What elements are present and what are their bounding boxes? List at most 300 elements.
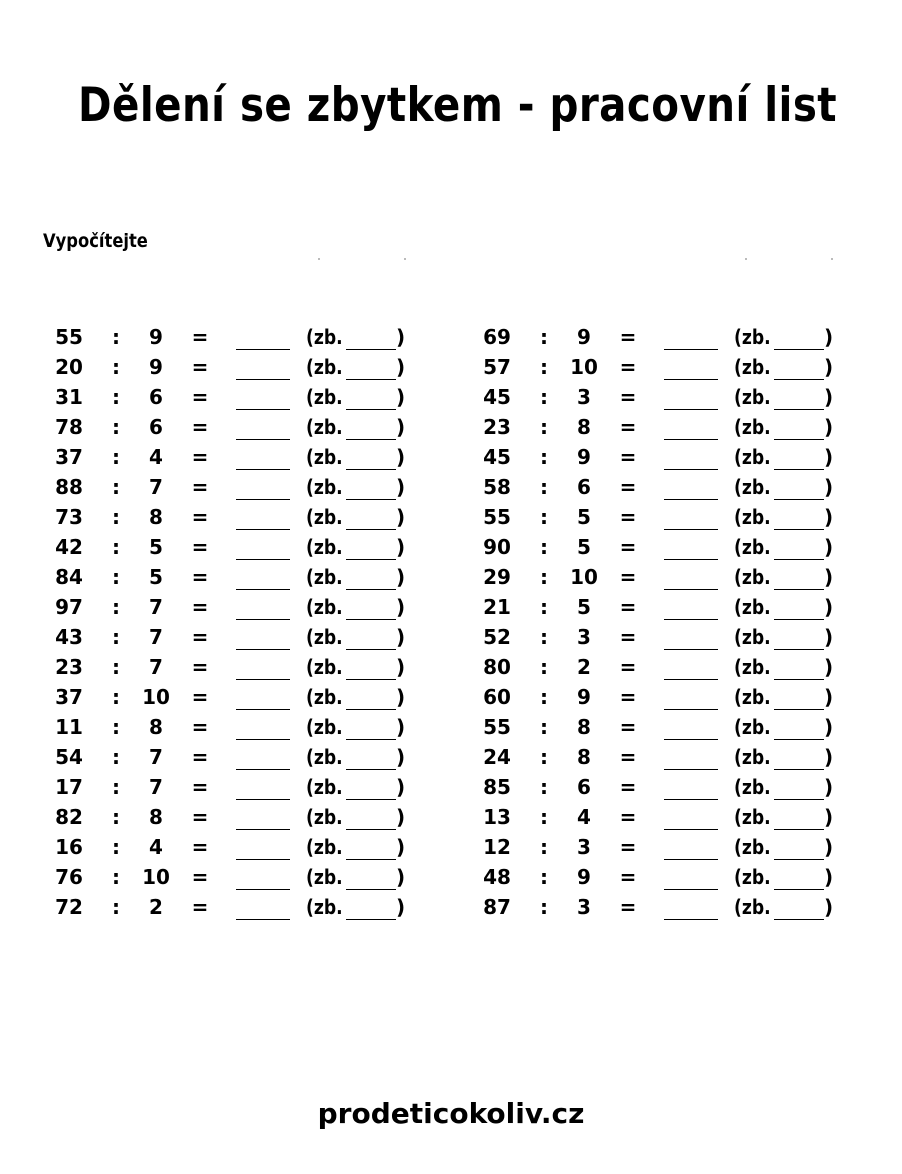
division-problem-row: [40, 682, 460, 712]
remainder-label: (zb.: [306, 445, 343, 469]
division-sign: :: [112, 355, 120, 379]
remainder-label: (zb.: [306, 415, 343, 439]
remainder-close-paren: ): [396, 745, 406, 769]
remainder-close-paren: ): [824, 325, 834, 349]
quotient-answer-blank[interactable]: [664, 799, 718, 800]
remainder-label: (zb.: [306, 385, 343, 409]
remainder-label: (zb.: [734, 685, 771, 709]
division-problem-row: [468, 712, 888, 742]
remainder-close-paren: ): [824, 445, 834, 469]
equals-sign: =: [619, 655, 637, 679]
remainder-close-paren: ): [396, 475, 406, 499]
remainder-label: (zb.: [306, 655, 343, 679]
remainder-label: (zb.: [734, 355, 771, 379]
divisor: 3: [577, 835, 591, 859]
dividend: 76: [55, 865, 83, 889]
remainder-close-paren: ): [396, 535, 406, 559]
page-title: Dělení se zbytkem - pracovní list: [78, 78, 838, 133]
dividend: 82: [55, 805, 83, 829]
remainder-label: (zb.: [306, 835, 343, 859]
divisor: 6: [149, 415, 163, 439]
division-sign: :: [540, 325, 548, 349]
quotient-answer-blank[interactable]: [236, 769, 290, 770]
remainder-label: (zb.: [306, 535, 343, 559]
division-problem-row: [468, 592, 888, 622]
division-sign: :: [112, 865, 120, 889]
remainder-close-paren: ): [824, 865, 834, 889]
remainder-label: (zb.: [306, 685, 343, 709]
remainder-answer-blank[interactable]: [774, 499, 824, 500]
equals-sign: =: [191, 745, 209, 769]
remainder-answer-blank[interactable]: [774, 859, 824, 860]
remainder-close-paren: ): [824, 415, 834, 439]
remainder-answer-blank[interactable]: [774, 709, 824, 710]
remainder-label: (zb.: [306, 355, 343, 379]
dividend: 69: [483, 325, 511, 349]
remainder-answer-blank[interactable]: [346, 649, 396, 650]
remainder-answer-blank[interactable]: [774, 649, 824, 650]
remainder-close-paren: ): [396, 445, 406, 469]
division-sign: :: [112, 385, 120, 409]
division-sign: :: [112, 715, 120, 739]
dividend: 23: [55, 655, 83, 679]
divisor: 7: [149, 625, 163, 649]
remainder-label: (zb.: [306, 475, 343, 499]
remainder-close-paren: ): [824, 715, 834, 739]
divisor: 5: [577, 505, 591, 529]
division-sign: :: [540, 595, 548, 619]
division-problem-row: [468, 832, 888, 862]
division-sign: :: [540, 685, 548, 709]
remainder-label: (zb.: [734, 715, 771, 739]
remainder-answer-blank[interactable]: [774, 739, 824, 740]
quotient-answer-blank[interactable]: [236, 499, 290, 500]
equals-sign: =: [619, 535, 637, 559]
dividend: 23: [483, 415, 511, 439]
quotient-answer-blank[interactable]: [664, 469, 718, 470]
dividend: 72: [55, 895, 83, 919]
division-problem-row: [468, 622, 888, 652]
remainder-answer-blank[interactable]: [346, 409, 396, 410]
divisor: 9: [149, 325, 163, 349]
equals-sign: =: [619, 685, 637, 709]
remainder-answer-blank[interactable]: [346, 709, 396, 710]
equals-sign: =: [191, 385, 209, 409]
remainder-answer-blank[interactable]: [774, 559, 824, 560]
division-sign: :: [540, 745, 548, 769]
remainder-close-paren: ): [396, 505, 406, 529]
remainder-answer-blank[interactable]: [774, 679, 824, 680]
division-problem-row: [468, 412, 888, 442]
equals-sign: =: [191, 445, 209, 469]
equals-sign: =: [619, 595, 637, 619]
dividend: 45: [483, 385, 511, 409]
remainder-close-paren: ): [396, 865, 406, 889]
division-problem-row: [40, 862, 460, 892]
dividend: 55: [55, 325, 83, 349]
remainder-answer-blank[interactable]: [774, 439, 824, 440]
remainder-close-paren: ): [824, 475, 834, 499]
quotient-answer-blank[interactable]: [236, 679, 290, 680]
remainder-answer-blank[interactable]: [346, 739, 396, 740]
remainder-answer-blank[interactable]: [346, 559, 396, 560]
remainder-label: (zb.: [734, 775, 771, 799]
dividend: 97: [55, 595, 83, 619]
remainder-answer-blank[interactable]: [774, 409, 824, 410]
dividend: 24: [483, 745, 511, 769]
equals-sign: =: [191, 595, 209, 619]
quotient-answer-blank[interactable]: [236, 409, 290, 410]
quotient-answer-blank[interactable]: [664, 499, 718, 500]
remainder-answer-blank[interactable]: [346, 619, 396, 620]
equals-sign: =: [191, 505, 209, 529]
equals-sign: =: [191, 355, 209, 379]
equals-sign: =: [191, 415, 209, 439]
quotient-answer-blank[interactable]: [236, 589, 290, 590]
instruction-label: Vypočítejte: [43, 230, 148, 252]
remainder-label: (zb.: [306, 565, 343, 589]
remainder-answer-blank[interactable]: [346, 799, 396, 800]
division-problem-row: [40, 412, 460, 442]
remainder-answer-blank[interactable]: [346, 499, 396, 500]
equals-sign: =: [191, 685, 209, 709]
quotient-answer-blank[interactable]: [664, 709, 718, 710]
quotient-answer-blank[interactable]: [236, 889, 290, 890]
divisor: 10: [570, 565, 598, 589]
equals-sign: =: [619, 805, 637, 829]
remainder-label: (zb.: [734, 595, 771, 619]
divisor: 5: [149, 565, 163, 589]
remainder-answer-blank[interactable]: [346, 679, 396, 680]
remainder-answer-blank[interactable]: [774, 889, 824, 890]
division-problem-row: [468, 352, 888, 382]
division-sign: :: [112, 415, 120, 439]
quotient-answer-blank[interactable]: [236, 379, 290, 380]
division-problem-row: [40, 442, 460, 472]
division-sign: :: [540, 775, 548, 799]
divisor: 8: [577, 715, 591, 739]
remainder-label: (zb.: [306, 595, 343, 619]
remainder-answer-blank[interactable]: [346, 769, 396, 770]
divisor: 9: [577, 325, 591, 349]
division-problem-row: [40, 322, 460, 352]
division-problem-row: [468, 442, 888, 472]
dividend: 60: [483, 685, 511, 709]
remainder-label: (zb.: [734, 805, 771, 829]
remainder-close-paren: ): [396, 895, 406, 919]
quotient-answer-blank[interactable]: [664, 529, 718, 530]
left-problem-column: [40, 322, 460, 922]
division-problem-row: [468, 682, 888, 712]
remainder-close-paren: ): [396, 565, 406, 589]
dividend: 52: [483, 625, 511, 649]
dividend: 88: [55, 475, 83, 499]
remainder-close-paren: ): [396, 805, 406, 829]
quotient-answer-blank[interactable]: [664, 379, 718, 380]
dividend: 29: [483, 565, 511, 589]
remainder-label: (zb.: [306, 505, 343, 529]
dividend: 90: [483, 535, 511, 559]
dividend: 37: [55, 445, 83, 469]
remainder-label: (zb.: [306, 865, 343, 889]
divisor: 10: [142, 685, 170, 709]
division-sign: :: [112, 895, 120, 919]
divisor: 3: [577, 895, 591, 919]
division-sign: :: [540, 475, 548, 499]
remainder-answer-blank[interactable]: [774, 529, 824, 530]
division-sign: :: [540, 655, 548, 679]
division-sign: :: [112, 325, 120, 349]
divisor: 4: [149, 835, 163, 859]
quotient-answer-blank[interactable]: [664, 739, 718, 740]
divisor: 10: [142, 865, 170, 889]
division-problem-row: [40, 592, 460, 622]
remainder-label: (zb.: [734, 325, 771, 349]
equals-sign: =: [191, 805, 209, 829]
remainder-label: (zb.: [734, 835, 771, 859]
remainder-close-paren: ): [824, 595, 834, 619]
division-sign: :: [112, 745, 120, 769]
divisor: 10: [570, 355, 598, 379]
dividend: 78: [55, 415, 83, 439]
quotient-answer-blank[interactable]: [236, 739, 290, 740]
remainder-answer-blank[interactable]: [774, 799, 824, 800]
divisor: 9: [577, 865, 591, 889]
remainder-answer-blank[interactable]: [346, 379, 396, 380]
remainder-close-paren: ): [824, 505, 834, 529]
remainder-answer-blank[interactable]: [774, 379, 824, 380]
quotient-answer-blank[interactable]: [236, 859, 290, 860]
remainder-answer-blank[interactable]: [774, 469, 824, 470]
equals-sign: =: [191, 835, 209, 859]
equals-sign: =: [619, 715, 637, 739]
division-sign: :: [112, 565, 120, 589]
remainder-close-paren: ): [396, 325, 406, 349]
remainder-label: (zb.: [734, 565, 771, 589]
remainder-close-paren: ): [824, 535, 834, 559]
division-sign: :: [540, 535, 548, 559]
divisor: 8: [149, 505, 163, 529]
remainder-close-paren: ): [824, 385, 834, 409]
remainder-label: (zb.: [306, 715, 343, 739]
division-problem-row: [468, 652, 888, 682]
remainder-close-paren: ): [396, 385, 406, 409]
division-problem-row: [40, 502, 460, 532]
remainder-label: (zb.: [306, 895, 343, 919]
remainder-label: (zb.: [734, 655, 771, 679]
right-problem-column: [468, 322, 888, 922]
dividend: 58: [483, 475, 511, 499]
remainder-label: (zb.: [734, 895, 771, 919]
remainder-close-paren: ): [824, 775, 834, 799]
division-sign: :: [112, 625, 120, 649]
remainder-close-paren: ): [824, 625, 834, 649]
remainder-answer-blank[interactable]: [346, 829, 396, 830]
dividend: 55: [483, 505, 511, 529]
divisor: 7: [149, 595, 163, 619]
equals-sign: =: [191, 775, 209, 799]
quotient-answer-blank[interactable]: [236, 799, 290, 800]
division-problem-row: [40, 352, 460, 382]
division-problem-row: [40, 562, 460, 592]
quotient-answer-blank[interactable]: [236, 919, 290, 920]
equals-sign: =: [619, 445, 637, 469]
quotient-answer-blank[interactable]: [236, 829, 290, 830]
dividend: 21: [483, 595, 511, 619]
equals-sign: =: [619, 385, 637, 409]
dividend: 11: [55, 715, 83, 739]
equals-sign: =: [619, 835, 637, 859]
divisor: 8: [149, 805, 163, 829]
remainder-close-paren: ): [396, 415, 406, 439]
divisor: 6: [577, 775, 591, 799]
divisor: 4: [149, 445, 163, 469]
dividend: 31: [55, 385, 83, 409]
divisor: 4: [577, 805, 591, 829]
division-problem-row: [40, 832, 460, 862]
division-problem-row: [40, 472, 460, 502]
division-sign: :: [112, 445, 120, 469]
quotient-answer-blank[interactable]: [236, 439, 290, 440]
remainder-label: (zb.: [734, 475, 771, 499]
division-problem-row: [40, 892, 460, 922]
divisor: 2: [149, 895, 163, 919]
quotient-answer-blank[interactable]: [664, 589, 718, 590]
dividend: 57: [483, 355, 511, 379]
division-sign: :: [112, 835, 120, 859]
remainder-label: (zb.: [734, 505, 771, 529]
division-sign: :: [112, 775, 120, 799]
equals-sign: =: [619, 475, 637, 499]
dividend: 12: [483, 835, 511, 859]
quotient-answer-blank[interactable]: [236, 559, 290, 560]
remainder-close-paren: ): [396, 685, 406, 709]
equals-sign: =: [619, 325, 637, 349]
remainder-answer-blank[interactable]: [346, 919, 396, 920]
quotient-answer-blank[interactable]: [664, 859, 718, 860]
remainder-close-paren: ): [396, 595, 406, 619]
divisor: 3: [577, 625, 591, 649]
remainder-label: (zb.: [306, 805, 343, 829]
remainder-label: (zb.: [734, 415, 771, 439]
quotient-answer-blank[interactable]: [664, 889, 718, 890]
quotient-answer-blank[interactable]: [236, 619, 290, 620]
equals-sign: =: [619, 355, 637, 379]
dividend: 45: [483, 445, 511, 469]
quotient-answer-blank[interactable]: [664, 919, 718, 920]
remainder-label: (zb.: [734, 385, 771, 409]
division-sign: :: [540, 805, 548, 829]
division-problem-row: [40, 712, 460, 742]
equals-sign: =: [619, 745, 637, 769]
divisor: 6: [149, 385, 163, 409]
quotient-answer-blank[interactable]: [664, 769, 718, 770]
remainder-answer-blank[interactable]: [346, 889, 396, 890]
quotient-answer-blank[interactable]: [236, 649, 290, 650]
remainder-answer-blank[interactable]: [774, 589, 824, 590]
remainder-label: (zb.: [306, 325, 343, 349]
division-problem-row: [468, 772, 888, 802]
quotient-answer-blank[interactable]: [236, 349, 290, 350]
quotient-answer-blank[interactable]: [664, 349, 718, 350]
division-problem-row: [468, 562, 888, 592]
divisor: 7: [149, 655, 163, 679]
dividend: 20: [55, 355, 83, 379]
division-sign: :: [112, 535, 120, 559]
dividend: 13: [483, 805, 511, 829]
quotient-answer-blank[interactable]: [664, 649, 718, 650]
remainder-close-paren: ): [824, 355, 834, 379]
dividend: 55: [483, 715, 511, 739]
dividend: 87: [483, 895, 511, 919]
remainder-answer-blank[interactable]: [346, 589, 396, 590]
division-sign: :: [112, 505, 120, 529]
remainder-answer-blank[interactable]: [774, 769, 824, 770]
remainder-answer-blank[interactable]: [346, 859, 396, 860]
remainder-close-paren: ): [824, 835, 834, 859]
dividend: 37: [55, 685, 83, 709]
divisor: 5: [577, 535, 591, 559]
remainder-close-paren: ): [396, 835, 406, 859]
dividend: 16: [55, 835, 83, 859]
quotient-answer-blank[interactable]: [664, 829, 718, 830]
equals-sign: =: [191, 655, 209, 679]
equals-sign: =: [619, 895, 637, 919]
remainder-close-paren: ): [396, 655, 406, 679]
remainder-answer-blank[interactable]: [774, 619, 824, 620]
quotient-answer-blank[interactable]: [664, 559, 718, 560]
division-sign: :: [540, 895, 548, 919]
remainder-label: (zb.: [734, 745, 771, 769]
remainder-answer-blank[interactable]: [346, 469, 396, 470]
division-sign: :: [540, 415, 548, 439]
quotient-answer-blank[interactable]: [664, 409, 718, 410]
quotient-answer-blank[interactable]: [236, 469, 290, 470]
quotient-answer-blank[interactable]: [236, 709, 290, 710]
quotient-answer-blank[interactable]: [664, 439, 718, 440]
remainder-close-paren: ): [824, 745, 834, 769]
remainder-answer-blank[interactable]: [774, 829, 824, 830]
remainder-answer-blank[interactable]: [774, 349, 824, 350]
dividend: 43: [55, 625, 83, 649]
division-problem-row: [40, 382, 460, 412]
division-sign: :: [540, 355, 548, 379]
dividend: 48: [483, 865, 511, 889]
equals-sign: =: [191, 715, 209, 739]
remainder-label: (zb.: [306, 775, 343, 799]
remainder-answer-blank[interactable]: [346, 349, 396, 350]
dividend: 73: [55, 505, 83, 529]
division-problem-row: [468, 802, 888, 832]
division-sign: :: [540, 385, 548, 409]
quotient-answer-blank[interactable]: [236, 529, 290, 530]
remainder-answer-blank[interactable]: [346, 529, 396, 530]
divisor: 8: [577, 745, 591, 769]
equals-sign: =: [619, 565, 637, 589]
divisor: 9: [577, 685, 591, 709]
remainder-answer-blank[interactable]: [774, 919, 824, 920]
division-problem-row: [40, 652, 460, 682]
division-sign: :: [540, 445, 548, 469]
remainder-label: (zb.: [734, 865, 771, 889]
division-problem-row: [468, 742, 888, 772]
equals-sign: =: [191, 865, 209, 889]
quotient-answer-blank[interactable]: [664, 679, 718, 680]
remainder-close-paren: ): [396, 775, 406, 799]
division-sign: :: [112, 655, 120, 679]
quotient-answer-blank[interactable]: [664, 619, 718, 620]
remainder-answer-blank[interactable]: [346, 439, 396, 440]
